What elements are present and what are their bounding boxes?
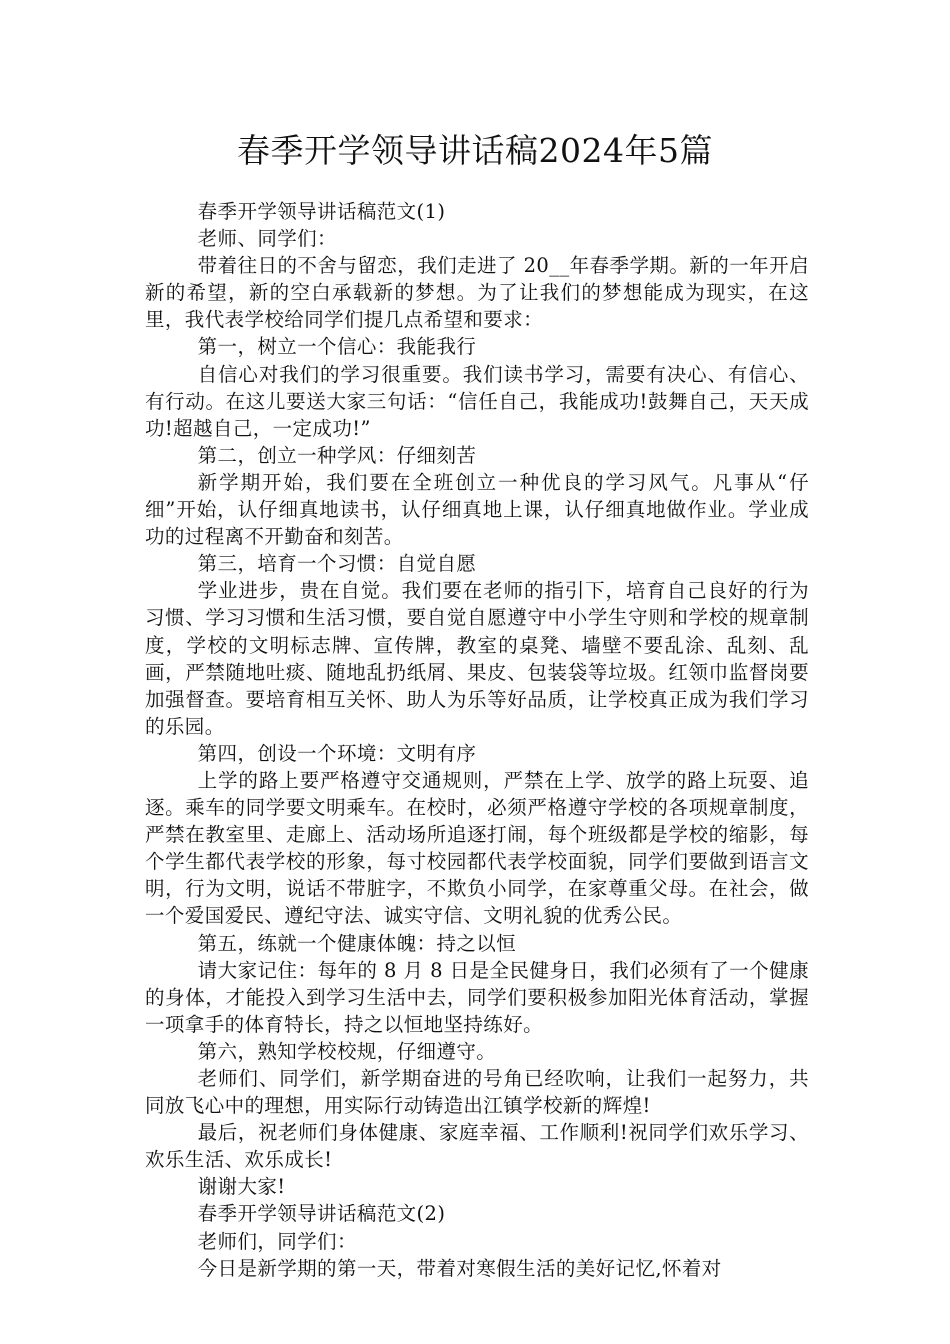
point-heading-1: 第一，树立一个信心：我能我行 — [197, 335, 477, 359]
point-heading-6: 第六，熟知学校校规，仔细遵守。 — [197, 1039, 497, 1063]
paragraph: 上学的路上要严格遵守交通规则，严禁在上学、放学的路上玩耍、追逐。乘车的同学要文明乘车。在校时，必须严格遵守学校的各项规章制度，严禁在教室里、走廊上、活动场所追逐打闹，每个班级都是学校的缩影，每个学生都代表学校的形象，每寸校园都代表学校面貌，同学们要做到语言文明，行为文明，说话不带脏字，不欺负小同学，在家尊重父母。在社会，做一个爱国爱民、遵纪守法、诚实守信、文明礼貌的优秀公民。 — [145, 768, 809, 928]
section-heading-1: 春季开学领导讲话稿范文(1) — [197, 200, 446, 223]
paragraph: 新学期开始，我们要在全班创立一种优良的学习风气。凡事从“仔细”开始，认仔细真地读书，认仔细真地上课，认仔细真地做作业。学业成功的过程离不开勤奋和刻苦。 — [145, 470, 809, 549]
document-body — [145, 198, 809, 1282]
paragraph: 今日是新学期的第一天，带着对寒假生活的美好记忆,怀着对 — [197, 1256, 722, 1280]
paragraph: 请大家记住：每年的 8 月 8 日是全民健身日，我们必须有了一个健康的身体，才能投入到学习生活中去，同学们要积极参加阳光体育活动，掌握一项拿手的体育特长，持之以恒地坚持练好。 — [145, 958, 809, 1036]
paragraph: 学业进步，贵在自觉。我们要在老师的指引下，培育自己良好的行为习惯、学习习惯和生活习惯，要自觉自愿遵守中小学生守则和学校的规章制度，学校的文明标志牌、宣传牌，教室的桌凳、墙壁不要乱涂、乱刻、乱画，严禁随地吐痰、随地乱扔纸屑、果皮、包装袋等垃圾。红领巾监督岗要加强督查。要培育相互关怀、助人为乐等好品质，让学校真正成为我们学习的乐园。 — [145, 579, 809, 738]
paragraph: 自信心对我们的学习很重要。我们读书学习，需要有决心、有信心、有行动。在这儿要送大家三句话：“信任自己，我能成功!鼓舞自己，天天成功!超越自己，一定成功!” — [145, 362, 809, 440]
salutation: 老师们，同学们： — [197, 1229, 357, 1253]
paragraph: 带着往日的不舍与留恋，我们走进了 20__年春季学期。新的一年开启新的希望，新的空白承载新的梦想。为了让我们的梦想能成为现实，在这里，我代表学校给同学们提几点希望和要求： — [145, 254, 809, 332]
point-heading-5: 第五，练就一个健康体魄：持之以恒 — [197, 931, 517, 955]
point-heading-3: 第三，培育一个习惯：自觉自愿 — [197, 552, 477, 576]
point-heading-4: 第四，创设一个环境：文明有序 — [197, 741, 477, 765]
salutation: 老师、同学们： — [197, 227, 337, 251]
document-title: 春季开学领导讲话稿2024年5篇 — [237, 131, 713, 170]
paragraph: 最后，祝老师们身体健康、家庭幸福、工作顺利!祝同学们欢乐学习、欢乐生活、欢乐成长! — [145, 1121, 809, 1172]
paragraph: 老师们、同学们，新学期奋进的号角已经吹响，让我们一起努力，共同放飞心中的理想，用实际行动铸造出江镇学校新的辉煌! — [145, 1067, 809, 1118]
point-heading-2: 第二，创立一种学风：仔细刻苦 — [197, 443, 477, 467]
closing-thanks: 谢谢大家! — [197, 1175, 286, 1199]
section-heading-2: 春季开学领导讲话稿范文(2) — [197, 1202, 446, 1226]
